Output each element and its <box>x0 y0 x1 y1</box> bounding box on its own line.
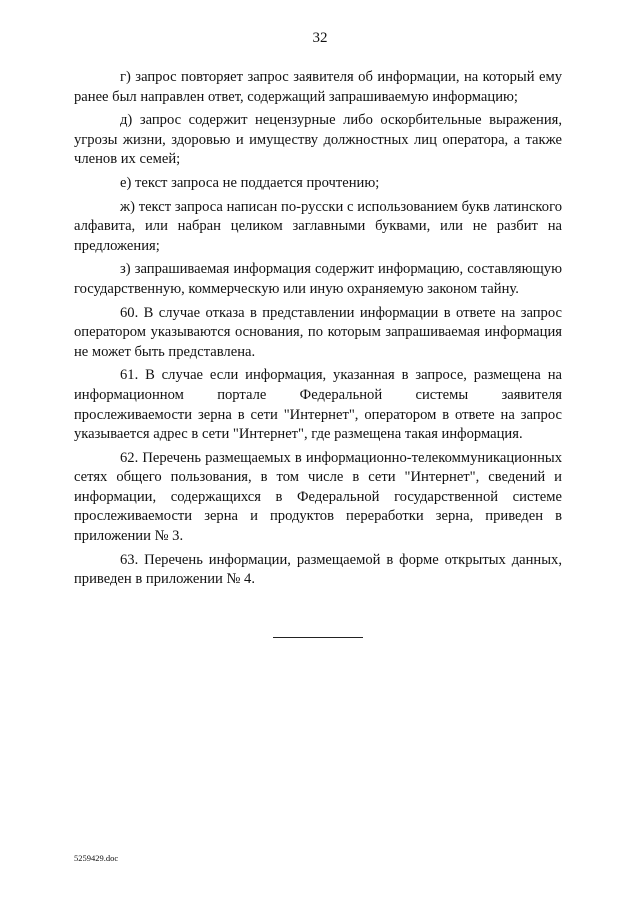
paragraph-d: д) запрос содержит нецензурные либо оскорбительные выражения, угрозы жизни, здоровью и имуществу должностных лиц оператора, а также членов их семей; <box>74 112 562 168</box>
end-divider <box>273 637 363 638</box>
paragraph-62: 62. Перечень размещаемых в информационно-телекоммуникационных сетях общего пользования, в том числе в сети "Интернет", сведений и информации, содержащихся в Федеральной государственной системе прослеживаемости зерна и продуктов переработки зерна, приведен в приложении № 3. <box>74 449 562 545</box>
paragraph-e: е) текст запроса не поддается прочтению; <box>120 174 380 191</box>
paragraph-zh: ж) текст запроса написан по-русски с использованием букв латинского алфавита, или набран целиком заглавными буквами, или не разбит на предложения; <box>74 198 562 254</box>
document-body <box>74 68 562 594</box>
paragraph-g: г) запрос повторяет запрос заявителя об информации, на который ему ранее был направлен ответ, содержащий запрашиваемую информацию; <box>74 69 562 105</box>
page-number: 32 <box>312 30 328 46</box>
paragraph-60: 60. В случае отказа в представлении информации в ответе на запрос оператором указываются основания, по которым запрашиваемая информация не может быть представлена. <box>74 304 562 360</box>
document-filename: 5259429.doc <box>74 853 119 863</box>
paragraph-63: 63. Перечень информации, размещаемой в форме открытых данных, приведен в приложении № 4. <box>74 551 562 588</box>
paragraph-z: з) запрашиваемая информация содержит информацию, составляющую государственную, коммерческую или иную охраняемую законом тайну. <box>74 261 562 297</box>
paragraph-61: 61. В случае если информация, указанная в запросе, размещена на информационном портале Федеральной системы заявителя прослеживаемости зерна в сети "Интернет", оператором в ответе на запрос указывается адрес в сети "Интернет", где размещена такая информация. <box>74 367 562 443</box>
